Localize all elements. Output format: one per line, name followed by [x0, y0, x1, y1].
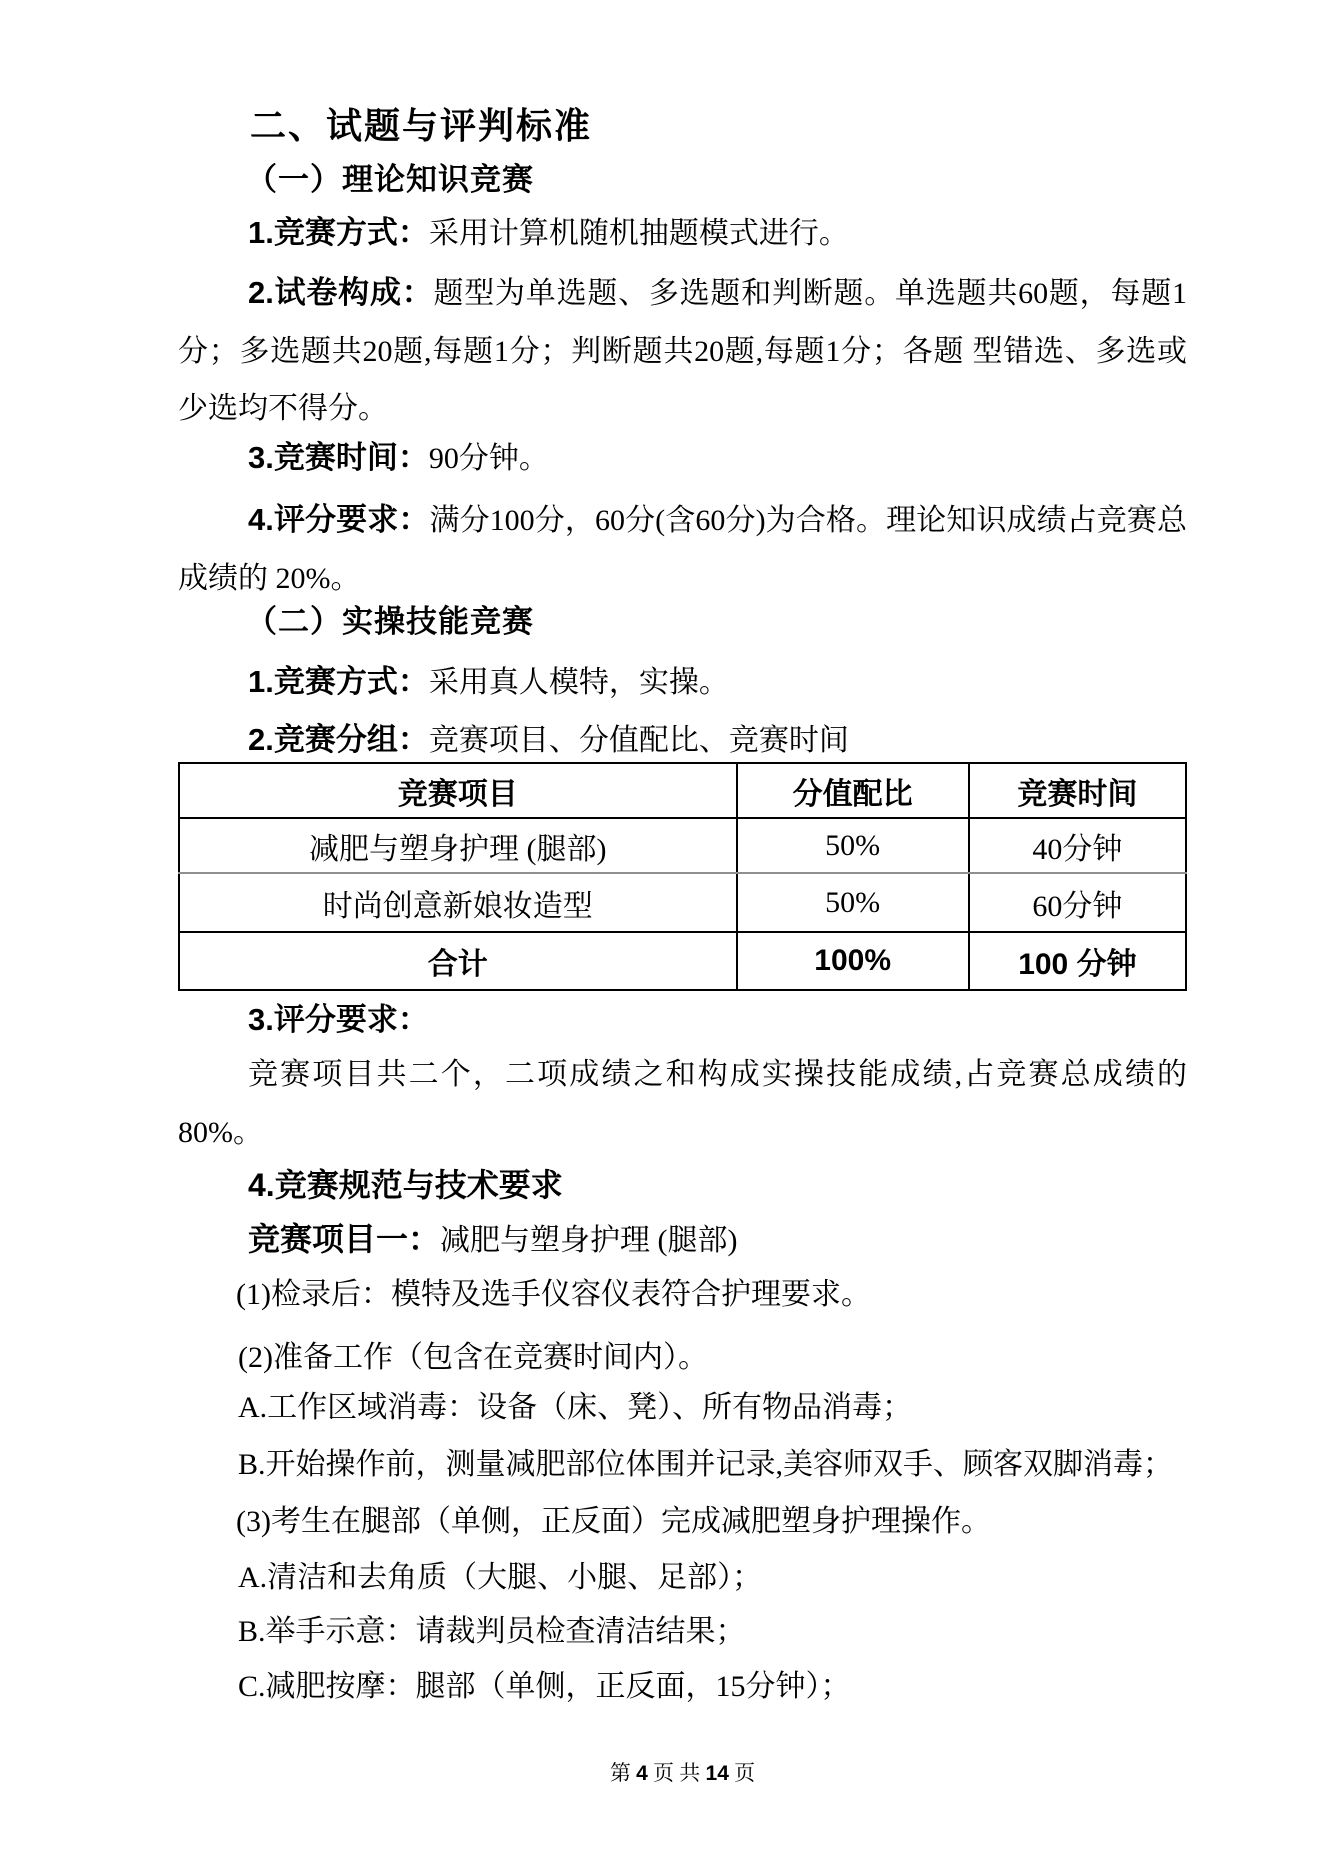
run-in-label: 3.竞赛时间： — [248, 440, 429, 475]
paragraph-contest-method-1 — [178, 204, 1187, 263]
heading-specs-and-requirements — [178, 1157, 1187, 1216]
header-cell-project: 竞赛项目 — [179, 763, 737, 818]
cell-weight: 50% — [737, 818, 969, 873]
paragraph-text: 满分100分，60分(含60分)为合格。理论知识成绩占竞赛总成绩的 20%。 — [178, 504, 1187, 595]
paragraph-contest-time — [178, 429, 1187, 488]
page-title: 二、试题与评判标准 — [250, 105, 593, 146]
cell-total-label: 合计 — [179, 932, 737, 990]
footer-total-pages: 14 — [705, 1762, 729, 1785]
footer-text: 页 共 — [647, 1761, 706, 1785]
paragraph-text: 90分钟。 — [428, 442, 549, 475]
paragraph-project-one — [178, 1211, 1187, 1270]
list-item — [178, 1436, 1187, 1494]
paragraph-scoring-requirement-1 — [178, 491, 1187, 607]
run-in-label: 2.竞赛分组： — [248, 722, 429, 757]
run-in-label: 1.竞赛方式： — [248, 664, 429, 699]
header-cell-weight: 分值配比 — [737, 763, 969, 818]
paragraph-scoring-requirement-2 — [178, 991, 1187, 1050]
cell-project: 减肥与塑身护理 (腿部) — [179, 818, 737, 873]
paragraph-text: 减肥与塑身护理 (腿部) — [440, 1224, 738, 1257]
list-item — [178, 1329, 1187, 1387]
run-in-label: 竞赛项目一： — [248, 1221, 441, 1257]
table-row — [179, 873, 1186, 932]
cell-weight: 50% — [737, 873, 969, 932]
item-text: B.举手示意：请裁判员检查清洁结果； — [238, 1615, 746, 1648]
table-total-row — [179, 932, 1186, 990]
cell-project: 时尚创意新娘妆造型 — [179, 873, 737, 932]
list-item — [178, 1266, 1187, 1324]
score-table-header-row — [179, 763, 1186, 818]
list-item — [178, 1658, 1187, 1716]
list-item — [178, 1549, 1187, 1607]
page-footer — [178, 1758, 1187, 1789]
footer-page-number: 4 — [636, 1762, 648, 1785]
paragraph-text: 题型为单选题、多选题和判断题。单选题共60题，每题1分；多选题共20题,每题1分；判断题共20题,每题1分；各题 型错选、多选或少选均不得分。 — [178, 277, 1187, 425]
list-item — [178, 1603, 1187, 1661]
paragraph-contest-grouping — [178, 711, 1187, 770]
paragraph-text: 采用计算机随机抽题模式进行。 — [428, 217, 849, 250]
item-text: C.减肥按摩：腿部（单侧，正反面，15分钟）； — [238, 1670, 851, 1703]
paragraph-text: 竞赛项目、分值配比、竞赛时间 — [428, 724, 849, 757]
item-text: (3)考生在腿部（单侧，正反面）完成减肥塑身护理操作。 — [236, 1505, 991, 1538]
paragraph-text: 竞赛项目共二个，二项成绩之和构成实操技能成绩,占竞赛总成绩的 80%。 — [178, 1058, 1187, 1149]
footer-text: 页 — [728, 1761, 756, 1785]
run-in-label: 1.竞赛方式： — [248, 215, 429, 250]
table-row — [179, 818, 1186, 873]
cell-total-time: 100 分钟 — [969, 932, 1186, 990]
run-in-label: 3.评分要求： — [248, 1002, 429, 1037]
paragraph-practical-score-share — [178, 1046, 1187, 1161]
cell-time: 40分钟 — [969, 818, 1186, 873]
paragraph-text: 采用真人模特，实操。 — [428, 666, 729, 699]
paragraph-paper-structure — [178, 264, 1187, 438]
header-cell-time: 竞赛时间 — [969, 763, 1186, 818]
run-in-label: 2.试卷构成： — [248, 275, 434, 310]
item-text: (2)准备工作（包含在竞赛时间内）。 — [238, 1341, 708, 1374]
heading-text: 4.竞赛规范与技术要求 — [248, 1167, 563, 1203]
section-1-heading: （一）理论知识竞赛 — [246, 162, 534, 197]
list-item — [178, 1379, 1187, 1437]
cell-total-weight: 100% — [737, 932, 969, 990]
footer-text: 第 — [609, 1761, 637, 1785]
list-item — [178, 1493, 1187, 1551]
run-in-label: 4.评分要求： — [248, 502, 430, 537]
cell-time: 60分钟 — [969, 873, 1186, 932]
item-text: (1)检录后：模特及选手仪容仪表符合护理要求。 — [236, 1278, 871, 1311]
score-table — [178, 762, 1187, 991]
item-text: A.工作区域消毒：设备（床、凳）、所有物品消毒； — [238, 1391, 913, 1424]
item-text: B.开始操作前，测量减肥部位体围并记录,美容师双手、顾客双脚消毒； — [238, 1448, 1174, 1481]
item-text: A.清洁和去角质（大腿、小腿、足部）； — [238, 1561, 763, 1594]
section-2-heading: （二）实操技能竞赛 — [246, 604, 534, 639]
paragraph-contest-method-2 — [178, 653, 1187, 712]
